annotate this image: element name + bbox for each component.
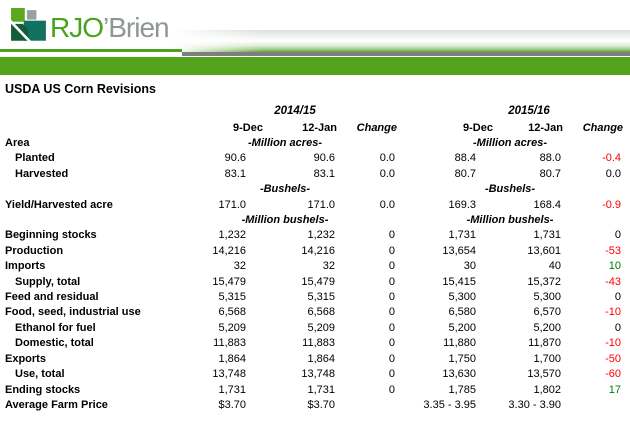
cell-value: 1,864 (307, 352, 335, 365)
cell-value: 0 (388, 229, 395, 242)
cell-value: 1,232 (218, 229, 246, 242)
unit-label: -Bushels- (259, 183, 311, 196)
cell-value: 1,700 (533, 352, 561, 365)
brand-header (0, 0, 630, 80)
cell-value: 13,570 (527, 368, 561, 381)
table-row (0, 305, 623, 320)
cell-value: 0 (388, 260, 395, 273)
cell-value: 3.35 - 3.95 (423, 398, 476, 411)
unit-label: -Million acres- (473, 137, 547, 149)
cell-value: 15,372 (527, 275, 561, 288)
table-row (0, 398, 623, 413)
empty-cell (0, 101, 193, 119)
row-label: Planted (15, 152, 55, 165)
cell-value: -53 (605, 244, 622, 257)
group-header-row (0, 101, 623, 119)
cell-value: 13,748 (212, 368, 246, 381)
header-gradient-fade (172, 30, 262, 52)
table-row (0, 151, 623, 166)
cell-value: 14,216 (212, 244, 246, 257)
cell-value: 171.0 (307, 198, 335, 211)
cell-value: 5,209 (307, 321, 335, 334)
row-label: Imports (5, 260, 46, 273)
table-row (0, 383, 623, 398)
cell-value: 6,570 (533, 306, 561, 319)
cell-value: 3.30 - 3.90 (508, 398, 561, 411)
table-body (0, 136, 623, 413)
cell-value: -50 (605, 352, 622, 365)
cell-value: 83.1 (313, 167, 335, 180)
row-label: Food, seed, industrial use (5, 306, 141, 319)
cell-value: 40 (548, 260, 561, 273)
empty-cell (563, 213, 623, 228)
cell-value: 32 (322, 260, 335, 273)
cell-value: 13,654 (442, 244, 476, 257)
cell-value: -0.4 (602, 152, 622, 165)
table-row (0, 136, 623, 151)
cell-value (563, 398, 623, 413)
cell-value: 0.0 (379, 198, 395, 211)
cell-value: 30 (463, 260, 476, 273)
cell-value: -43 (605, 275, 622, 288)
table-row (0, 290, 623, 305)
cell-value: 90.6 (313, 152, 335, 165)
cell-value: 15,479 (301, 275, 335, 288)
brand-name (50, 12, 169, 44)
cell-value: 88.0 (539, 152, 561, 165)
table-row (0, 352, 623, 367)
cell-value: 0 (388, 306, 395, 319)
table-row (0, 367, 623, 382)
cell-value: 13,748 (301, 368, 335, 381)
cell-value: 5,300 (448, 291, 476, 304)
logo-underline-rule (0, 49, 182, 52)
cell-value: 11,883 (302, 337, 335, 350)
row-label: Ethanol for fuel (15, 321, 96, 334)
cell-value: 5,209 (218, 321, 246, 334)
row-label: Average Farm Price (5, 398, 108, 411)
cell-value: 5,315 (218, 291, 246, 304)
page-title: USDA US Corn Revisions (5, 82, 156, 96)
row-label: Feed and residual (5, 291, 99, 304)
cell-value: 13,601 (527, 244, 561, 257)
cell-value: 83.1 (224, 167, 246, 180)
unit-label: -Million bushels- (466, 214, 554, 227)
col-header-change: Change (356, 121, 397, 134)
cell-value: 0.0 (379, 152, 395, 165)
empty-cell (337, 182, 397, 197)
cell-value: 6,568 (218, 306, 246, 319)
row-label (0, 182, 193, 197)
cell-value: 14,216 (301, 244, 335, 257)
empty-cell (337, 213, 397, 228)
group-header-2014-15: 2014/15 (274, 104, 316, 117)
cell-value: 1,802 (533, 383, 561, 396)
empty-cell (337, 136, 397, 151)
cell-value: 0 (614, 321, 622, 334)
cell-value: 0 (388, 291, 395, 304)
green-banner-bar (0, 57, 630, 75)
cell-value: 5,200 (533, 321, 561, 334)
cell-value: 1,731 (533, 229, 561, 242)
cell-value: 1,750 (448, 352, 476, 365)
cell-value: 11,870 (528, 337, 561, 350)
table-row (0, 321, 623, 336)
brand-name-secondary: ’Brien (103, 12, 169, 43)
col-header-9dec: 9-Dec (233, 121, 263, 134)
cell-value: 88.4 (454, 152, 476, 165)
table-row (0, 167, 623, 182)
empty-cell (563, 136, 623, 151)
cell-value: 171.0 (218, 198, 246, 211)
cell-value: 11,883 (213, 337, 246, 350)
table-row (0, 182, 623, 197)
cell-value: 1,731 (218, 383, 246, 396)
unit-label: -Bushels- (484, 183, 536, 196)
cell-value: 0 (614, 229, 622, 242)
cell-value: 0 (388, 244, 395, 257)
col-header-12jan: 12-Jan (302, 121, 337, 134)
row-label (0, 213, 193, 228)
rjo-squares-logo-icon (10, 8, 48, 46)
cell-value: -0.9 (602, 198, 622, 211)
cell-value: $3.70 (307, 398, 335, 411)
cell-value: 6,568 (307, 306, 335, 319)
cell-value: 0 (388, 275, 395, 288)
cell-value: 0.0 (605, 167, 622, 180)
corn-revisions-table (0, 101, 623, 413)
row-label: Harvested (15, 167, 69, 180)
cell-value: 17 (608, 383, 622, 396)
table-row (0, 259, 623, 274)
table-row (0, 213, 623, 228)
cell-value: 5,300 (533, 291, 561, 304)
cell-value: 0 (388, 383, 395, 396)
row-label: Domestic, total (15, 337, 94, 350)
cell-value: $3.70 (218, 398, 246, 411)
table-row (0, 275, 623, 290)
cell-value: 0.0 (379, 167, 395, 180)
cell-value: 11,880 (443, 337, 476, 350)
cell-value: 6,580 (448, 306, 476, 319)
unit-label: -Million bushels- (241, 214, 329, 227)
cell-value: 0 (388, 321, 395, 334)
cell-value: 1,731 (307, 383, 335, 396)
col-header-9dec: 9-Dec (463, 121, 493, 134)
cell-value: -10 (605, 337, 622, 350)
cell-value: 168.4 (533, 198, 561, 211)
gray-rule (182, 52, 630, 56)
row-label: Ending stocks (5, 383, 81, 396)
cell-value: 10 (608, 260, 622, 273)
cell-value: 15,415 (442, 275, 476, 288)
empty-cell (0, 119, 193, 136)
empty-cell (563, 182, 623, 197)
cell-value: 0 (388, 352, 395, 365)
cell-value: 5,200 (448, 321, 476, 334)
col-header-12jan: 12-Jan (528, 121, 563, 134)
unit-label: -Million acres- (248, 137, 322, 149)
cell-value: 0 (388, 368, 395, 381)
table-row (0, 336, 623, 351)
cell-value: 13,630 (442, 368, 476, 381)
group-header-2015-16: 2015/16 (508, 104, 550, 117)
row-label: Yield/Harvested acre (5, 198, 113, 211)
brand-name-primary: RJO (50, 12, 103, 43)
cell-value: 1,232 (307, 229, 335, 242)
cell-value: 80.7 (454, 167, 476, 180)
row-label: Area (5, 137, 30, 149)
cell-value: 1,731 (448, 229, 476, 242)
cell-value: 0 (388, 337, 395, 350)
row-label: Production (5, 244, 64, 257)
row-label: Use, total (15, 368, 65, 381)
cell-value (337, 398, 397, 413)
cell-value: 32 (233, 260, 246, 273)
cell-value: -10 (605, 306, 622, 319)
cell-value: 15,479 (212, 275, 246, 288)
table-row (0, 244, 623, 259)
cell-value: 1,785 (448, 383, 476, 396)
cell-value: 169.3 (448, 198, 476, 211)
cell-value: 80.7 (539, 167, 561, 180)
row-label: Exports (5, 352, 46, 365)
col-header-change: Change (582, 121, 624, 134)
cell-value: 1,864 (218, 352, 246, 365)
cell-value: 90.6 (224, 152, 246, 165)
column-header-row (0, 119, 623, 136)
row-label: Supply, total (15, 275, 81, 288)
cell-value: 0 (614, 291, 622, 304)
cell-value: 5,315 (307, 291, 335, 304)
table-row (0, 198, 623, 213)
table-row (0, 228, 623, 243)
row-label: Beginning stocks (5, 229, 97, 242)
cell-value: -60 (605, 368, 622, 381)
